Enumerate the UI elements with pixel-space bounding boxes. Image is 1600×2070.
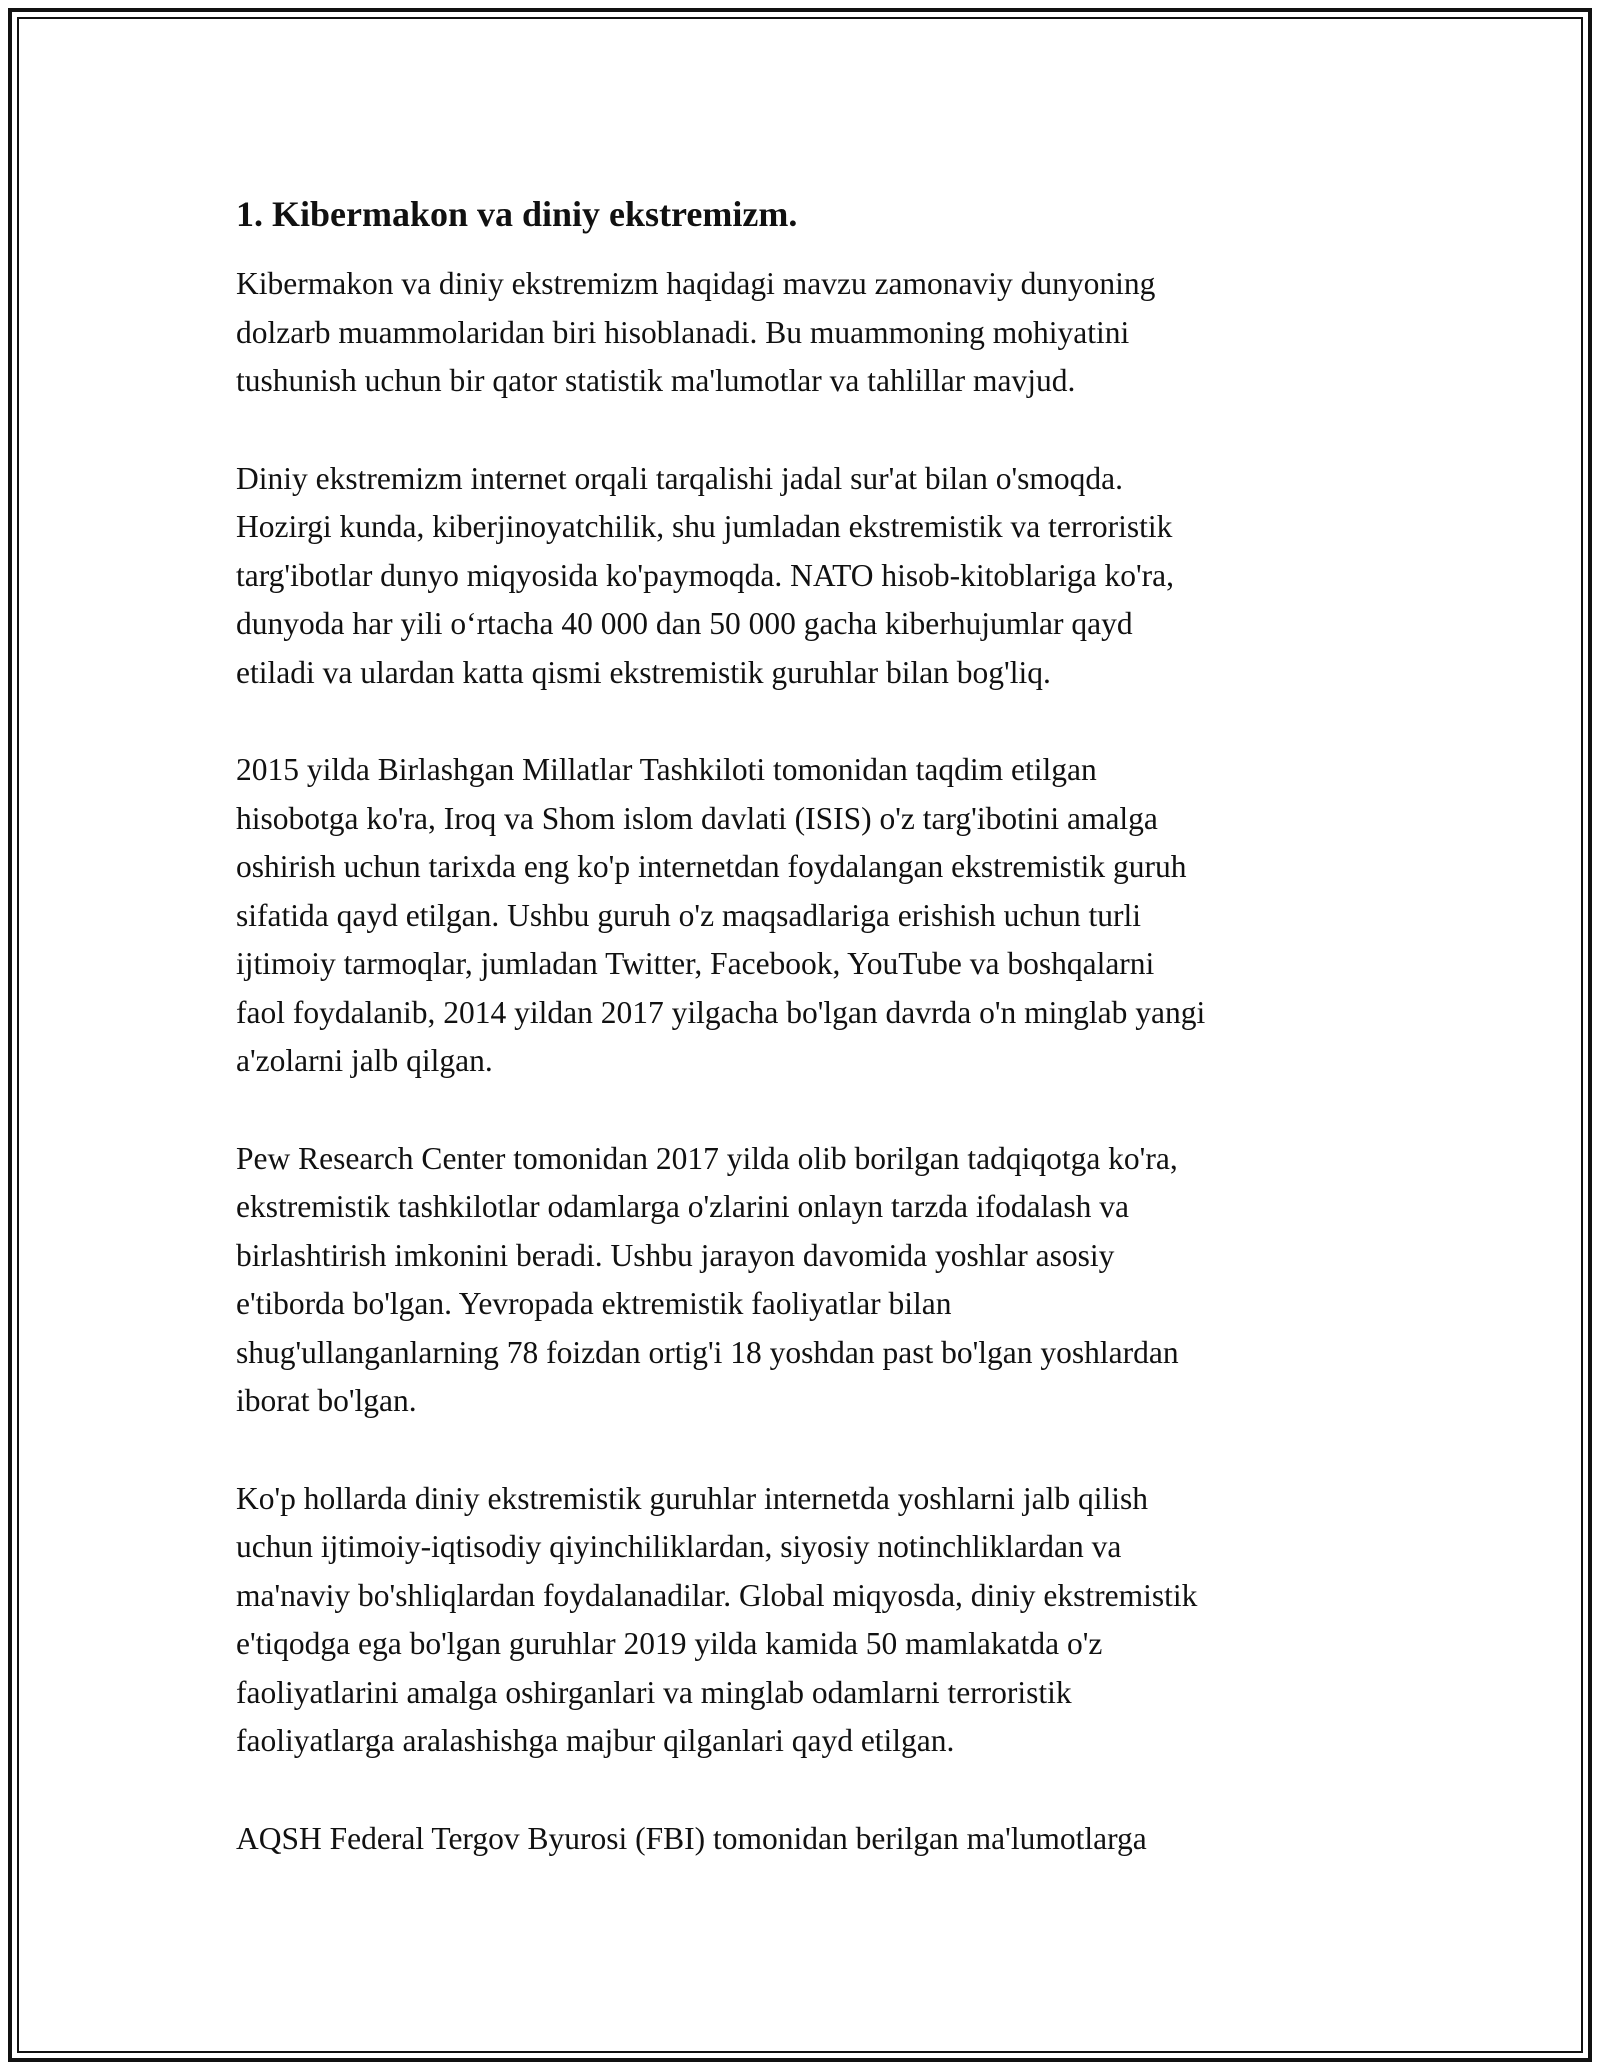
- paragraph-line: dolzarb muammolaridan biri hisoblanadi. Bu muammoning mohiyatini: [236, 314, 1130, 350]
- paragraph-line: faol foydalanib, 2014 yildan 2017 yilgacha bo'lgan davrda o'n minglab yangi: [236, 994, 1206, 1030]
- paragraph-line: faoliyatlarga aralashishga majbur qilganlari qayd etilgan.: [236, 1723, 955, 1758]
- paragraph: [236, 260, 1376, 406]
- paragraph-line: AQSH Federal Tergov Byurosi (FBI) tomonidan berilgan ma'lumotlarga: [236, 1820, 1147, 1856]
- paragraph-line: tushunish uchun bir qator statistik ma'lumotlar va tahlillar mavjud.: [236, 363, 1076, 398]
- paragraph-line: e'tiqodga ega bo'lgan guruhlar 2019 yilda kamida 50 mamlakatda o'z: [236, 1626, 1103, 1661]
- paragraph: [236, 455, 1376, 698]
- paragraph-line: etiladi va ulardan katta qismi ekstremistik guruhlar bilan bog'liq.: [236, 654, 1051, 690]
- paragraph-line: a'zolarni jalb qilgan.: [236, 1043, 493, 1078]
- paragraph-line: Ko'p hollarda diniy ekstremistik guruhlar internetda yoshlarni jalb qilish: [236, 1480, 1148, 1516]
- paragraph-line: oshirish uchun tarixda eng ko'p internetdan foydalangan ekstremistik guruh: [236, 849, 1187, 884]
- paragraph-line: ekstremistik tashkilotlar odamlarga o'zlarini onlayn tarzda ifodalash va: [236, 1189, 1129, 1224]
- paragraph-line: Diniy ekstremizm internet orqali tarqalishi jadal sur'at bilan o'smoqda.: [236, 460, 1123, 496]
- paragraph-line: faoliyatlarini amalga oshirganlari va minglab odamlarni terroristik: [236, 1674, 1072, 1710]
- paragraph-line: birlashtirish imkonini beradi. Ushbu jarayon davomida yoshlar asosiy: [236, 1237, 1115, 1273]
- paragraph: [236, 1815, 1376, 1864]
- document-body: [236, 190, 1376, 1912]
- paragraph-line: uchun ijtimoiy-iqtisodiy qiyinchiliklardan, siyosiy notinchliklardan va: [236, 1529, 1122, 1564]
- paragraph-line: dunyoda har yili o‘rtacha 40 000 dan 50 000 gacha kiberhujumlar qayd: [236, 606, 1133, 641]
- paragraph-line: Hozirgi kunda, kiberjinoyatchilik, shu jumladan ekstremistik va terroristik: [236, 509, 1173, 544]
- section-heading: 1. Kibermakon va diniy ekstremizm.: [236, 194, 798, 234]
- paragraph-line: sifatida qayd etilgan. Ushbu guruh o'z maqsadlariga erishish uchun turli: [236, 897, 1141, 933]
- paragraph: [236, 746, 1376, 1086]
- paragraph-line: iborat bo'lgan.: [236, 1383, 417, 1418]
- paragraph-list: [236, 260, 1376, 1863]
- paragraph-line: ma'naviy bo'shliqlardan foydalanadilar. Global miqyosda, diniy ekstremistik: [236, 1577, 1198, 1613]
- paragraph-line: Pew Research Center tomonidan 2017 yilda olib borilgan tadqiqotga ko'ra,: [236, 1140, 1178, 1176]
- paragraph: [236, 1475, 1376, 1766]
- paragraph-line: hisobotga ko'ra, Iroq va Shom islom davlati (ISIS) o'z targ'ibotini amalga: [236, 800, 1158, 836]
- paragraph-line: e'tiborda bo'lgan. Yevropada ektremistik faoliyatlar bilan: [236, 1286, 952, 1321]
- paragraph-line: targ'ibotlar dunyo miqyosida ko'paymoqda. NATO hisob-kitoblariga ko'ra,: [236, 557, 1174, 593]
- paragraph-line: Kibermakon va diniy ekstremizm haqidagi mavzu zamonaviy dunyoning: [236, 266, 1156, 301]
- paragraph: [236, 1135, 1376, 1426]
- paragraph-line: 2015 yilda Birlashgan Millatlar Tashkiloti tomonidan taqdim etilgan: [236, 752, 1097, 787]
- paragraph-line: shug'ullanganlarning 78 foizdan ortig'i 18 yoshdan past bo'lgan yoshlardan: [236, 1334, 1179, 1370]
- paragraph-line: ijtimoiy tarmoqlar, jumladan Twitter, Facebook, YouTube va boshqalarni: [236, 946, 1155, 981]
